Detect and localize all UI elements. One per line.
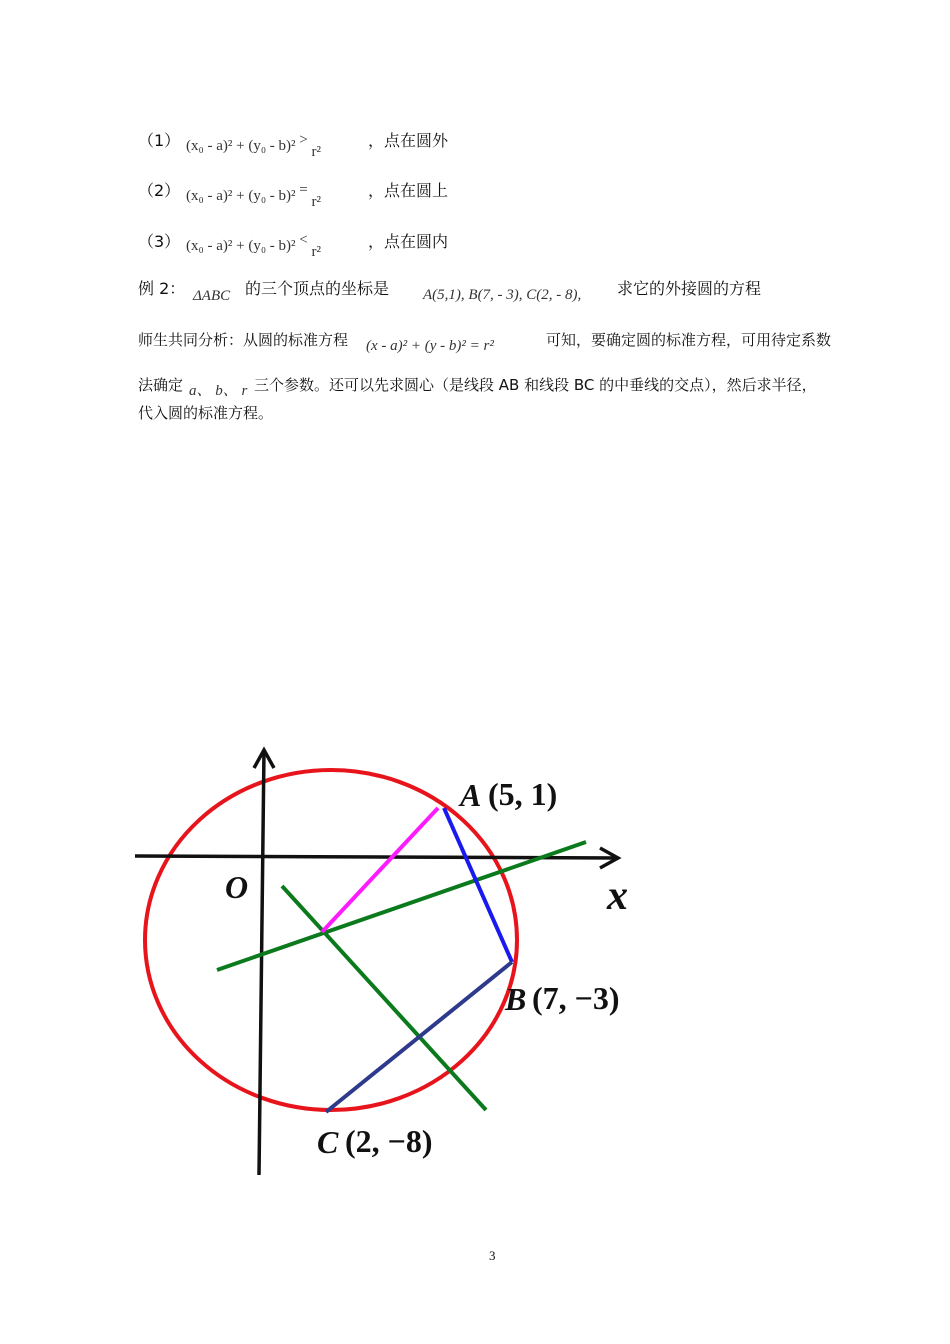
point-b-coords: (7, −3) xyxy=(532,980,620,1016)
condition-3-relation: < xyxy=(299,232,308,248)
page-number: 3 xyxy=(489,1248,496,1263)
condition-1-expression: (x₀ - a)² + (y₀ - b)² xyxy=(186,138,296,154)
condition-2-radius: r² xyxy=(311,194,322,210)
segment-ab xyxy=(444,808,512,962)
condition-1-relation: > xyxy=(299,132,308,148)
point-b-label: B xyxy=(505,981,527,1017)
condition-3-radius: r² xyxy=(311,244,322,260)
example-text-1: 的三个顶点的坐标是 xyxy=(245,279,390,298)
point-c-label: C xyxy=(317,1124,339,1160)
condition-3-expression: (x₀ - a)² + (y₀ - b)² xyxy=(186,238,296,254)
bisector-ab xyxy=(217,842,586,970)
condition-2-text: ，点在圆上 xyxy=(368,181,449,200)
condition-1-number: （1） xyxy=(138,131,181,150)
example-text-2: 求它的外接圆的方程 xyxy=(617,279,762,298)
condition-1-text: ，点在圆外 xyxy=(368,131,449,150)
condition-3-text: ，点在圆内 xyxy=(368,232,449,251)
analysis-line2-suffix: 三个参数。还可以先求圆心（是线段 AB 和线段 BC 的中垂线的交点），然后求半径， xyxy=(254,376,817,394)
point-a-label: A xyxy=(460,777,482,813)
bisector-bc xyxy=(282,886,486,1110)
example-triangle: ΔABC xyxy=(193,288,231,304)
y-axis xyxy=(259,750,264,1175)
origin-label: O xyxy=(225,869,249,905)
analysis-equation: (x - a)² + (y - b)² = r² xyxy=(366,338,494,354)
condition-1-radius: r² xyxy=(311,144,322,160)
condition-2-expression: (x₀ - a)² + (y₀ - b)² xyxy=(186,188,296,204)
condition-2-number: （2） xyxy=(138,181,181,200)
x-axis-label: x xyxy=(607,873,628,919)
analysis-prefix: 师生共同分析：从圆的标准方程 xyxy=(138,331,349,349)
condition-3-number: （3） xyxy=(138,232,181,251)
point-c-coords: (2, −8) xyxy=(345,1123,433,1159)
condition-2-relation: = xyxy=(299,182,308,198)
point-a-coords: (5, 1) xyxy=(488,776,558,812)
analysis-line3: 代入圆的标准方程。 xyxy=(138,404,274,422)
analysis-suffix: 可知，要确定圆的标准方程，可用待定系数 xyxy=(546,331,832,349)
analysis-line2-prefix: 法确定 xyxy=(138,376,184,394)
example-label: 例 2： xyxy=(138,279,186,298)
example-coordinates: A(5,1), B(7, - 3), C(2, - 8), xyxy=(423,287,582,303)
analysis-params: a、 b、 r xyxy=(189,383,248,399)
